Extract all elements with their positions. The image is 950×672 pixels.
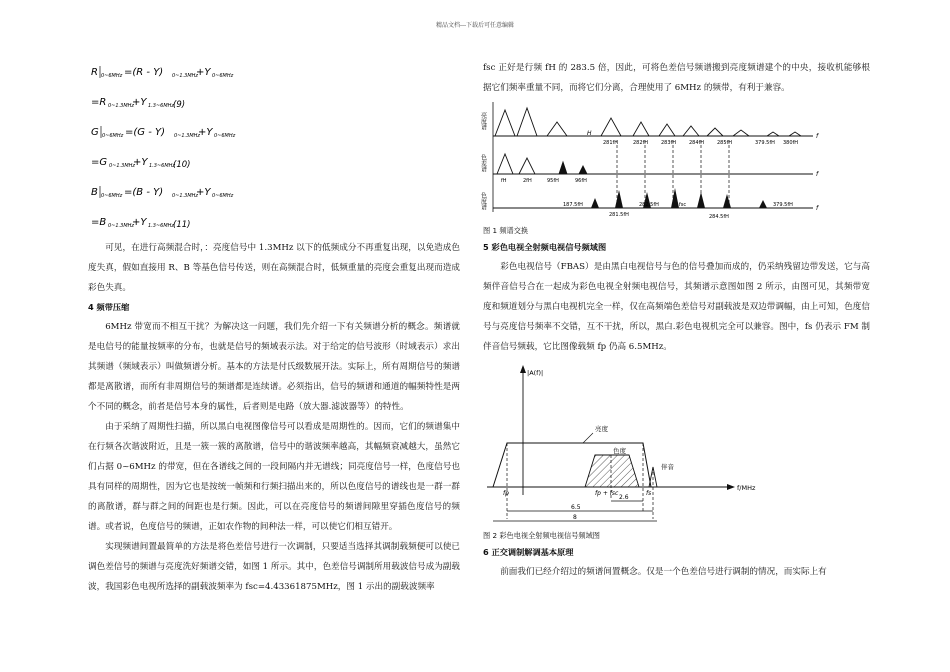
svg-text:+Y: +Y [133, 157, 148, 168]
svg-text:0~1.3MHz: 0~1.3MHz [108, 223, 135, 229]
fig1-l3-5: 379.5fH [773, 202, 793, 208]
left-column [88, 58, 460, 597]
fig1-l1-4: 284fH [689, 140, 705, 146]
fig1-row2-labels [501, 178, 587, 184]
fig1-l1-2: 282fH [633, 140, 649, 146]
fig1-l2-1: 2fH [523, 178, 532, 184]
fig1-l1-3: 283fH [661, 140, 677, 146]
svg-text:B: B [91, 187, 98, 198]
svg-text:+Y: +Y [132, 97, 147, 108]
equation-g-2 [88, 148, 460, 178]
figure-1-spectrum-interleave [479, 100, 870, 220]
fig1-l1-5: 285fH [717, 140, 733, 146]
svg-text:=G: =G [91, 157, 108, 168]
fig1-l2-2: 95fH [547, 178, 559, 184]
svg-text:1.3~6MHz: 1.3~6MHz [149, 163, 176, 169]
figure-1-caption: 图 1 频谱交换 [483, 226, 529, 235]
fig2-luma-label: 亮度 [595, 425, 608, 433]
fig2-fs-label: fs [646, 490, 652, 497]
svg-text:0~1.3MHz: 0~1.3MHz [108, 103, 135, 109]
fig1-l3-1: 281.5fH [609, 212, 629, 218]
svg-text:1.3~6MHz: 1.3~6MHz [148, 223, 175, 229]
svg-text:+Y: +Y [132, 217, 147, 228]
svg-text:0~6MHz: 0~6MHz [102, 133, 124, 139]
fig1-row1-label: 亮度谱 [479, 112, 487, 130]
fig2-chroma-band [585, 455, 639, 487]
svg-text:0~1.3MHz: 0~1.3MHz [109, 163, 136, 169]
figure-2-rf-spectrum [483, 363, 870, 527]
fig2-dim-6-5-label: 6.5 [571, 504, 581, 511]
svg-text:0~6MHz: 0~6MHz [212, 73, 234, 79]
equation-g-2-graphic [88, 148, 460, 178]
svg-text:=R: =R [91, 97, 107, 108]
right-column [479, 58, 870, 582]
fig1-l3-2: 282.5fH [639, 202, 659, 208]
fig1-l1-0: H [587, 130, 592, 137]
svg-text:1.3~6MHz: 1.3~6MHz [148, 103, 175, 109]
paragraph-interleave-method: 实现频谱间置最简单的方法是将色差信号进行一次调制，只要适当选择其调制载频便可以使已调色差信号的频谱与亮度洗好频谱交错，如图 1 所示。其中，色差信号调制所用载波信号成为副载波，我国彩色电视所选择的副载波频率为 fsc=4.43361875MHz，图 1 示出的副载波频率 [88, 542, 460, 592]
fig2-fp-label: fp [503, 490, 509, 497]
svg-text:0~1.3MHz: 0~1.3MHz [172, 193, 199, 199]
equation-b-2 [88, 208, 460, 238]
fig1-axis-f-1: f [816, 133, 819, 140]
paragraph-conclusion: 可见，在进行高频混合时，：亮度信号中 1.3MHz 以下的低频成分不再重复出现，以免造成色度失真，假如直接用 R、B 等基色信号传送，则在高频混合时，低频重量的亮度会重复出现而造成彩色失真。 [88, 243, 460, 293]
svg-text:0~6MHz: 0~6MHz [214, 133, 236, 139]
paragraph-spectrum-analysis: 6MHz 带宽而不相互干扰？为解决这一问题，我们先介绍一下有关频谱分析的概念。频谱就是电信号的能量按频率的分布，也就是信号的频域表示法。对于给定的信号波形（时域表示）求出其频谱（频域表示）叫做频谱分析。基本的方法是付氏级数展开法。实际上，所有周期信号的频谱都是离散谱，而所有非周期信号的频谱都是连续谱。必须指出，信号的频谱和通道的幅频特性是两个不同的概念，前者是信号本身的属性，后者则是电路（放大器.滤波器等）的特性。 [88, 322, 460, 412]
fig1-row2-label: 色差谱 [479, 154, 487, 172]
fig2-fpfsc-label: fp + fsc [595, 490, 619, 497]
svg-text:0~6MHz: 0~6MHz [212, 193, 234, 199]
equation-b [88, 178, 460, 208]
fig2-x-label: f/MHz [737, 484, 756, 492]
paragraph-quadrature: 前面我们已经介绍过的频谱间置概念。仅是一个色差信号进行调制的情况，而实际上有 [500, 567, 827, 577]
equation-r-2-graphic [88, 88, 460, 118]
fig1-axis-f-2: f [816, 171, 819, 178]
section-heading-5: 5 彩色电视全射频电视信号频域图 [483, 242, 607, 252]
fig1-l2-3: 96fH [575, 178, 587, 184]
svg-text:=(B - Y): =(B - Y) [124, 187, 164, 198]
fig1-row3-label: 色度谱 [479, 192, 487, 210]
svg-text:=(G - Y): =(G - Y) [125, 127, 166, 138]
fig2-y-arrow [520, 365, 526, 373]
svg-text:=B: =B [91, 217, 107, 228]
equation-b-2-graphic [88, 208, 460, 238]
fig1-l3-4: 284.5fH [709, 214, 729, 220]
fig1-l3-3: fsc [679, 202, 687, 208]
equation-number-9: (9) [173, 100, 186, 110]
fig1-l1-1: 281fH [603, 140, 619, 146]
fig2-y-label: |A(f)| [527, 369, 544, 377]
fig2-x-arrow [727, 484, 735, 490]
fig2-dim-2-6-label: 2.6 [619, 494, 629, 501]
svg-text:R: R [91, 67, 98, 78]
svg-text:=(R - Y): =(R - Y) [124, 67, 164, 78]
fig1-chroma-diff-peaks [497, 154, 587, 174]
equation-g [88, 118, 460, 148]
fig1-l1-6: 379.5fH [755, 140, 775, 146]
section-heading-6: 6 正交调制解调基本原理 [483, 547, 574, 557]
equation-b-graphic [88, 178, 460, 208]
fig1-axis-f-3: f [816, 205, 819, 212]
fig2-luma-leader [583, 433, 593, 443]
equation-number-10: (10) [173, 160, 191, 170]
fig2-sound-label: 伴音 [661, 463, 674, 471]
svg-text:+Y: +Y [196, 67, 211, 78]
equation-number-11: (11) [173, 220, 191, 230]
paragraph-fsc: fsc 正好是行频 fH 的 283.5 倍，因此，可将色差信号频谱搬到亮度频谱建个的中央，接收机能够根据它们频率重量不同，而将它们分离，合理使用了 6MHz 的频带，有利于兼容。 [483, 63, 870, 93]
equation-r [88, 58, 460, 88]
equation-r-graphic [88, 58, 460, 88]
equation-r-2 [88, 88, 460, 118]
fig2-chroma-label: 色度 [613, 447, 626, 455]
equation-g-graphic [88, 118, 460, 148]
svg-text:0~1.3MHz: 0~1.3MHz [172, 73, 199, 79]
fig1-l3-0: 187.5fH [563, 202, 583, 208]
section-heading-4: 4 频带压缩 [88, 302, 130, 312]
svg-text:+Y: +Y [196, 187, 211, 198]
svg-text:0~1.3MHz: 0~1.3MHz [174, 133, 201, 139]
paragraph-fbas: 彩色电视信号（FBAS）是由黑白电视信号与色的信号叠加而成的，仍采纳残留边带发送，它与高频伴音信号合在一起成为彩色电视全射频电视信号，其频谱示意图如图 2 所示，由图可见，其频带宽度和频道划分与黑白电视机完全一样，仅在高频端色差信号对副载波是双边带调幅，由上可知，色度信号与亮度信号频率不交错，互不干扰，所以，黑白.彩色电视机完全可以兼容。图中，fs 仍表示 FM 制伴音信号频载，它比图像载频 fp 仍高 6.5MHz。 [483, 262, 870, 352]
page-header: 精品文档---下载后可任意编辑 [435, 22, 515, 29]
svg-text:G: G [91, 127, 99, 138]
svg-text:0~6MHz: 0~6MHz [101, 73, 123, 79]
svg-text:+Y: +Y [198, 127, 213, 138]
fig1-l1-7: 380fH [783, 140, 799, 146]
fig1-luma-peaks [495, 108, 801, 136]
svg-text:0~6MHz: 0~6MHz [101, 193, 123, 199]
fig1-l2-0: fH [501, 178, 507, 184]
paragraph-periodic-scan: 由于采纳了周期性扫描，所以黑白电视图像信号可以看成是周期性的。因而，它们的频谱集中在行频各次谐波附近，且是一簇一簇的离散谱，信号中的谐波频率越高，其幅频衰减越大，虽然它们占据 0~6MHz 的带宽，但在各谱线之间的一段间隔内并无谱线；同亮度信号一样，色度信号也具有同样的周期性，因为它也是按统一帧频和行频扫描出来的，所以色度信号的谱线也是一群一群的离散谱，群与群之间的间距也是行频。因此，可以在亮度信号的频谱间隙里穿插色度信号的频谱。或者说，色度信号的频谱，正如农作物的间种法一样，可以使它们相互错开。 [88, 422, 460, 532]
fig2-dim-8-label: 8 [573, 514, 577, 521]
figure-2-caption: 图 2 彩色电视全射频电视信号频域图 [483, 531, 600, 540]
